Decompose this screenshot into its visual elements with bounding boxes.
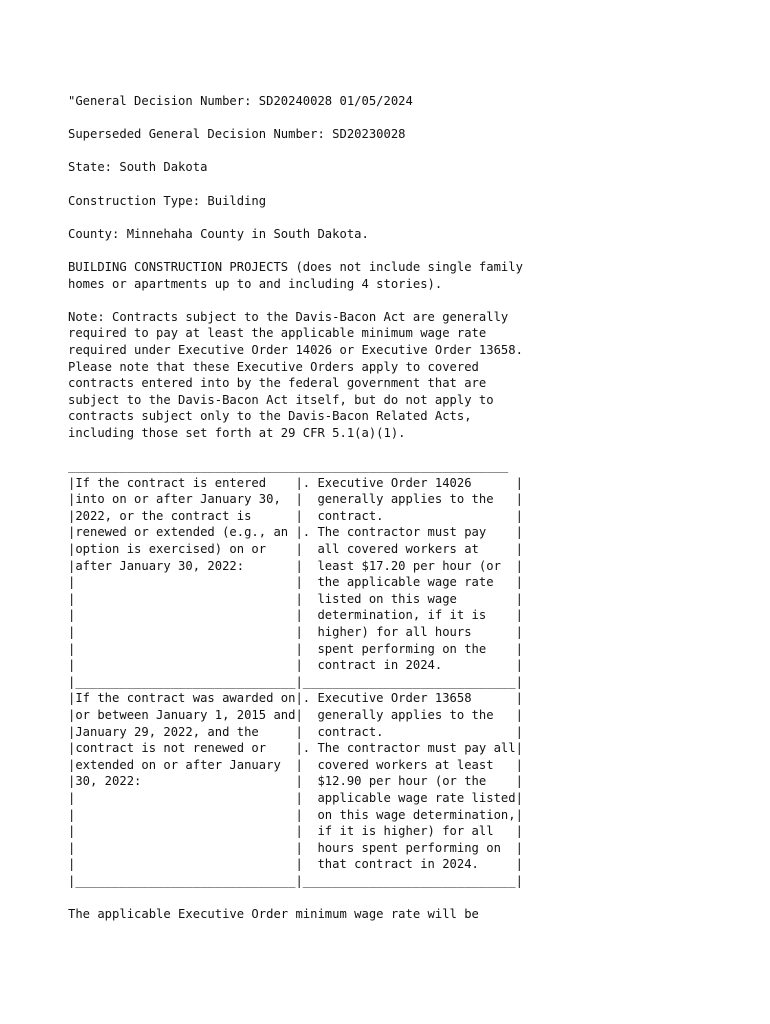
document-line: |If the contract was awarded on|. Executive Order 13658 | bbox=[68, 691, 523, 706]
document-line: required to pay at least the applicable minimum wage rate bbox=[68, 326, 487, 341]
document-line: | | higher) for all hours | bbox=[68, 625, 523, 639]
document-line bbox=[68, 143, 758, 160]
document-line bbox=[68, 176, 758, 193]
document-line: | | the applicable wage rate | bbox=[68, 575, 523, 590]
document-line: homes or apartments up to and including 4 stories). bbox=[68, 276, 443, 291]
document-line: contracts subject only to the Davis-Bacon Related Acts, bbox=[68, 409, 472, 424]
document-line: "General Decision Number: SD20240028 01/05/2024 bbox=[68, 94, 413, 108]
document-line: Please note that these Executive Orders apply to covered bbox=[68, 359, 479, 374]
document-line: | | that contract in 2024. | bbox=[68, 857, 523, 872]
document-line: |contract is not renewed or |. The contractor must pay all| bbox=[68, 741, 523, 756]
document-line: | | on this wage determination,| bbox=[68, 807, 523, 822]
document-line: |extended on or after January | covered workers at least | bbox=[68, 757, 523, 772]
document-line bbox=[68, 441, 758, 458]
document-line: | | hours spent performing on | bbox=[68, 840, 523, 855]
document-line: required under Executive Order 14026 or Executive Order 13658. bbox=[68, 342, 523, 357]
document-line: |renewed or extended (e.g., an |. The contractor must pay | bbox=[68, 525, 523, 540]
document-line: |or between January 1, 2015 and| generally applies to the | bbox=[68, 707, 523, 722]
document-line: BUILDING CONSTRUCTION PROJECTS (does not include single family bbox=[68, 259, 523, 274]
document-line: Superseded General Decision Number: SD20230028 bbox=[68, 127, 406, 142]
document-line: |______________________________|_____________________________| bbox=[68, 873, 523, 888]
document-line: ____________________________________________________________ bbox=[68, 459, 509, 474]
document-line: | | contract in 2024. | bbox=[68, 658, 523, 673]
document-line bbox=[68, 292, 758, 309]
document-line: |______________________________|_____________________________| bbox=[68, 674, 523, 689]
document-line: subject to the Davis-Bacon Act itself, but do not apply to bbox=[68, 392, 494, 407]
document-line: State: South Dakota bbox=[68, 160, 208, 175]
document-line: |2022, or the contract is | contract. | bbox=[68, 508, 523, 523]
document-line: Note: Contracts subject to the Davis-Bacon Act are generally bbox=[68, 309, 509, 324]
document-line: | | listed on this wage | bbox=[68, 591, 523, 606]
document-line: | | determination, if it is | bbox=[68, 608, 523, 623]
document-line: | | spent performing on the | bbox=[68, 641, 523, 656]
document-line bbox=[68, 209, 758, 226]
document-line: |option is exercised) on or | all covered workers at | bbox=[68, 542, 523, 557]
document-line: Construction Type: Building bbox=[68, 193, 267, 208]
document-line: |January 29, 2022, and the | contract. | bbox=[68, 724, 523, 739]
document-line: |30, 2022: | $12.90 per hour (or the | bbox=[68, 774, 523, 789]
document-line: | | applicable wage rate listed| bbox=[68, 790, 523, 805]
document-body bbox=[68, 93, 758, 923]
document-line bbox=[68, 242, 758, 259]
document-line: | | if it is higher) for all | bbox=[68, 824, 523, 839]
document-page bbox=[68, 93, 758, 923]
document-line: |into on or after January 30, | generally applies to the | bbox=[68, 492, 523, 507]
document-line: County: Minnehaha County in South Dakota. bbox=[68, 226, 369, 241]
document-line bbox=[68, 110, 758, 127]
document-line: |If the contract is entered |. Executive Order 14026 | bbox=[68, 475, 523, 490]
document-line: contracts entered into by the federal government that are bbox=[68, 376, 487, 391]
document-line: The applicable Executive Order minimum wage rate will be bbox=[68, 907, 479, 922]
document-line bbox=[68, 890, 758, 907]
document-line: including those set forth at 29 CFR 5.1(a)(1). bbox=[68, 425, 406, 440]
document-line: |after January 30, 2022: | least $17.20 per hour (or | bbox=[68, 558, 523, 573]
